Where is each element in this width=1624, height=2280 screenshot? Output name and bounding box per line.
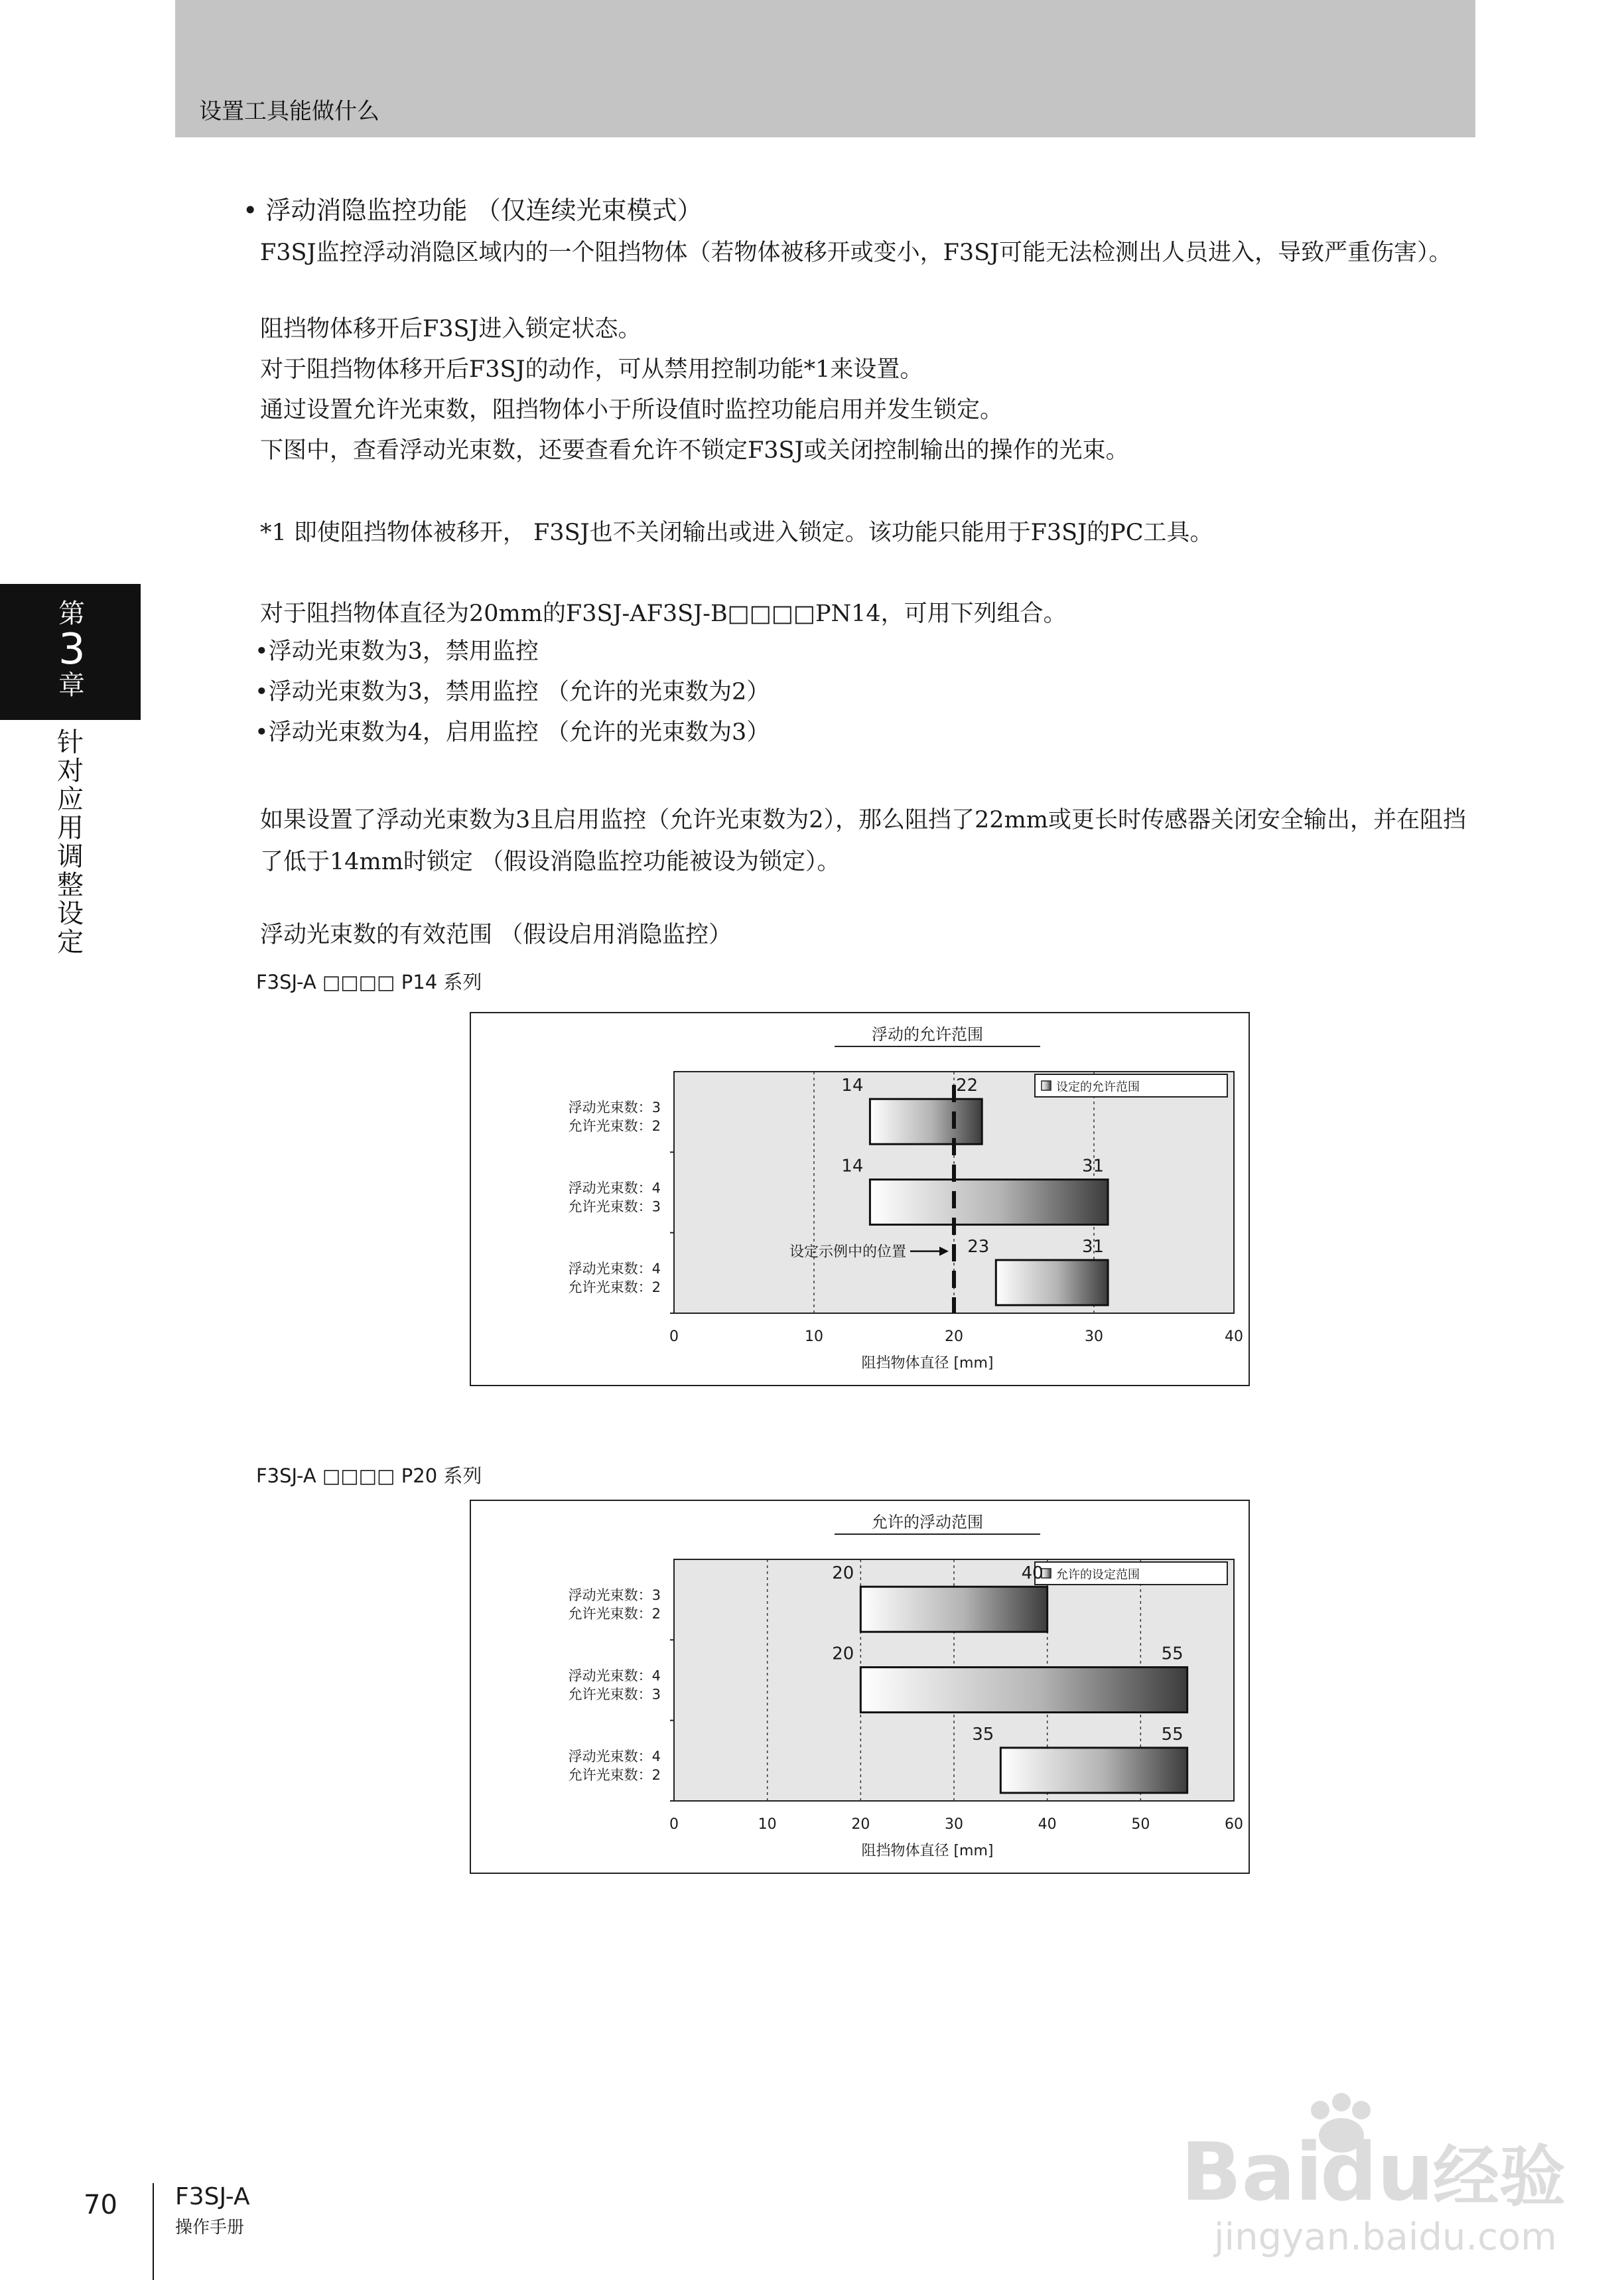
tick-label: 20	[851, 1816, 870, 1833]
combo-item: •浮动光束数为3，禁用监控 （允许的光束数为2）	[255, 679, 770, 705]
row-label-floating: 浮动光束数：3	[568, 1587, 661, 1604]
legend-label: 设定的允许范围	[1056, 1080, 1140, 1094]
legend-swatch	[1042, 1081, 1051, 1090]
range-bar	[1000, 1748, 1187, 1793]
range-bar	[860, 1668, 1187, 1713]
range-start-label: 20	[832, 1563, 854, 1584]
row-label-allowed: 允许光束数：3	[568, 1198, 661, 1215]
footer-divider	[153, 2183, 154, 2280]
chart-title: 浮动的允许范围	[872, 1025, 983, 1044]
range-end-label: 55	[1161, 1724, 1184, 1745]
chart-svg	[471, 1013, 1249, 1385]
watermark-brand-cn: 经验	[1433, 2138, 1566, 2216]
range-end-label: 55	[1161, 1644, 1184, 1664]
product-name: F3SJ-A	[175, 2183, 250, 2210]
row-label-allowed: 允许光束数：2	[568, 1279, 661, 1295]
tick-label: 20	[945, 1328, 963, 1345]
row-label-allowed: 允许光束数：2	[568, 1118, 661, 1135]
example-text: 如果设置了浮动光束数为3且启用监控（允许光束数为2），那么阻挡了22mm或更长时传感器关闭安全输出，并在阻挡了低于14mm时锁定 （假设消隐监控功能被设为锁定）。	[260, 807, 1466, 875]
range-start-label: 20	[832, 1644, 854, 1664]
row-label-floating: 浮动光束数：4	[568, 1260, 661, 1277]
legend-label: 允许的设定范围	[1056, 1568, 1140, 1582]
chapter-suffix: 章	[58, 670, 85, 701]
range-start-label: 23	[967, 1236, 990, 1257]
chapter-title: 针对应用调整设定	[57, 727, 84, 958]
row-label-allowed: 允许光束数：2	[568, 1606, 661, 1622]
footnote: *1 即使阻挡物体被移开， F3SJ也不关闭输出或进入锁定。该功能只能用于F3SJ的PC工具。	[260, 520, 1213, 546]
series-label-p20: F3SJ-A □□□□ P20 系列	[256, 1464, 482, 1487]
chart-p20	[470, 1500, 1250, 1874]
tick-label: 0	[669, 1328, 679, 1345]
combo-item: •浮动光束数为3，禁用监控	[255, 638, 539, 665]
row-label-floating: 浮动光束数：4	[568, 1668, 661, 1684]
series-label-p14: F3SJ-A □□□□ P14 系列	[256, 971, 482, 993]
legend	[1035, 1074, 1227, 1097]
paragraph: 对于阻挡物体移开后F3SJ的动作，可从禁用控制功能*1来设置。	[260, 356, 923, 383]
tick-label: 10	[758, 1816, 777, 1833]
range-start-label: 14	[841, 1156, 864, 1176]
range-end-label: 40	[1021, 1563, 1044, 1584]
header-title: 设置工具能做什么	[199, 98, 379, 125]
row-label-floating: 浮动光束数：4	[568, 1748, 661, 1764]
paragraph: 下图中，查看浮动光束数，还要查看允许不锁定F3SJ或关闭控制输出的操作的光束。	[260, 437, 1129, 464]
chapter-number: 3	[58, 625, 86, 674]
combo-intro: 对于阻挡物体直径为20mm的F3SJ-AF3SJ-B□□□□PN14，可用下列组合。	[260, 601, 1067, 627]
chart-p14	[470, 1012, 1250, 1386]
x-axis-label: 阻挡物体直径 [mm]	[861, 1355, 994, 1372]
tick-label: 40	[1038, 1816, 1057, 1833]
watermark-logo	[1168, 2084, 1566, 2269]
tick-label: 50	[1131, 1816, 1150, 1833]
x-axis-label: 阻挡物体直径 [mm]	[861, 1843, 994, 1859]
watermark-brand: Bai	[1181, 2127, 1323, 2219]
row-label-floating: 浮动光束数：3	[568, 1100, 661, 1116]
legend	[1035, 1562, 1227, 1585]
range-start-label: 35	[972, 1724, 994, 1745]
range-bar	[870, 1099, 982, 1144]
tick-label: 30	[945, 1816, 963, 1833]
watermark-url: jingyan.baidu.com	[1214, 2216, 1557, 2259]
section-title: • 浮动消隐监控功能 （仅连续光束模式）	[243, 196, 703, 225]
tick-label: 60	[1225, 1816, 1243, 1833]
range-end-label: 31	[1082, 1156, 1105, 1176]
range-end-label: 22	[956, 1076, 979, 1096]
chapter-label	[58, 600, 85, 699]
manual-label: 操作手册	[175, 2218, 245, 2238]
row-label-allowed: 允许光束数：3	[568, 1686, 661, 1703]
tick-label: 10	[805, 1328, 823, 1345]
chart-svg	[471, 1501, 1249, 1873]
paragraph: 阻挡物体移开后F3SJ进入锁定状态。	[260, 316, 642, 342]
range-end-label: 31	[1082, 1236, 1105, 1257]
range-title: 浮动光束数的有效范围 （假设启用消隐监控）	[260, 922, 732, 948]
row-label-allowed: 允许光束数：2	[568, 1766, 661, 1783]
marker-label: 设定示例中的位置	[789, 1244, 906, 1261]
tick-label: 40	[1225, 1328, 1243, 1345]
chapter-prefix: 第	[58, 599, 85, 629]
row-label-floating: 浮动光束数：4	[568, 1180, 661, 1196]
page-number: 70	[84, 2190, 117, 2220]
watermark-brand2: du	[1320, 2127, 1434, 2219]
chart-title: 允许的浮动范围	[872, 1513, 983, 1532]
combo-item: •浮动光束数为4，启用监控 （允许的光束数为3）	[255, 719, 770, 746]
tick-label: 0	[669, 1816, 679, 1833]
tick-label: 30	[1085, 1328, 1103, 1345]
range-bar	[860, 1587, 1047, 1632]
range-bar	[870, 1180, 1108, 1225]
paragraph: F3SJ监控浮动消隐区域内的一个阻挡物体（若物体被移开或变小，F3SJ可能无法检测出人员进入，导致严重伤害）。	[260, 240, 1452, 266]
range-start-label: 14	[841, 1076, 864, 1096]
range-bar	[996, 1260, 1108, 1305]
paragraph: 通过设置允许光束数，阻挡物体小于所设值时监控功能启用并发生锁定。	[260, 397, 1004, 423]
